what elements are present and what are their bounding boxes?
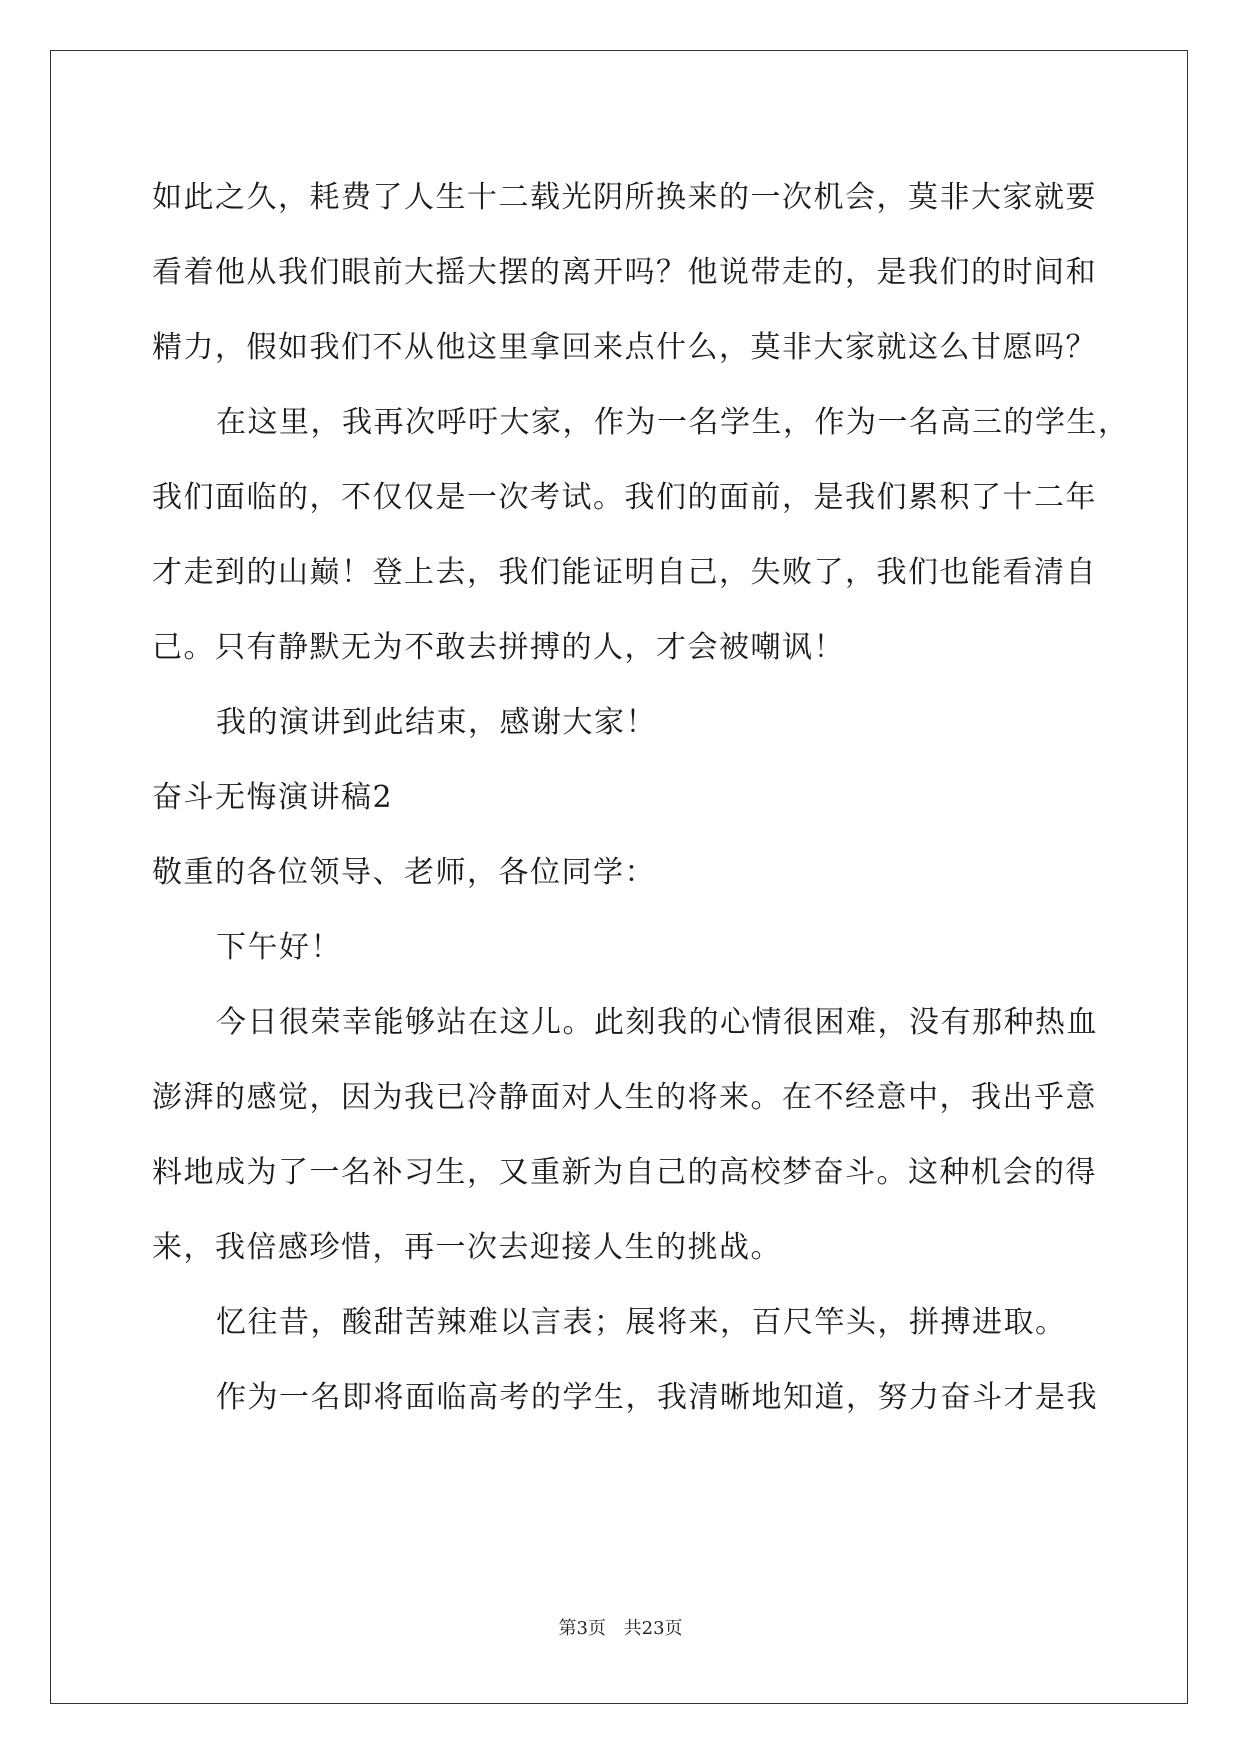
text-line: 今日很荣幸能够站在这儿。此刻我的心情很困难，没有那种热血 (216, 1005, 1098, 1040)
text-line: 澎湃的感觉，因为我已冷静面对人生的将来。在不经意中，我出乎意 (152, 1080, 1097, 1115)
text-line: 来，我倍感珍惜，再一次去迎接人生的挑战。 (152, 1230, 782, 1265)
text-line: 己。只有静默无为不敢去拼搏的人，才会被嘲讽！ (152, 630, 845, 665)
text-line: 我的演讲到此结束，感谢大家！ (216, 705, 657, 740)
text-line: 作为一名即将面临高考的学生，我清晰地知道，努力奋斗才是我 (216, 1380, 1098, 1415)
text-line: 看着他从我们眼前大摇大摆的离开吗？他说带走的，是我们的时间和 (152, 255, 1097, 290)
text-line: 在这里，我再次呼吁大家，作为一名学生，作为一名高三的学生， (216, 405, 1130, 440)
salutation: 敬重的各位领导、老师，各位同学： (152, 855, 656, 890)
page-total: 共23页 (623, 1618, 683, 1639)
text-line: 如此之久，耗费了人生十二载光阴所换来的一次机会，莫非大家就要 (152, 180, 1097, 215)
page-number: 第3页 (558, 1618, 606, 1639)
section-title: 奋斗无悔演讲稿2 (152, 780, 394, 815)
text-line: 才走到的山巅！登上去，我们能证明自己，失败了，我们也能看清自 (152, 555, 1097, 590)
page-footer (0, 1614, 1241, 1640)
document-body (152, 160, 1130, 1435)
greeting: 下午好！ (216, 930, 342, 965)
text-line: 忆往昔，酸甜苦辣难以言表；展将来，百尺竿头，拼搏进取。 (216, 1305, 1067, 1340)
text-line: 精力，假如我们不从他这里拿回来点什么，莫非大家就这么甘愿吗？ (152, 330, 1097, 365)
text-line: 料地成为了一名补习生，又重新为自己的高校梦奋斗。这种机会的得 (152, 1155, 1097, 1190)
text-line: 我们面临的，不仅仅是一次考试。我们的面前，是我们累积了十二年 (152, 480, 1097, 515)
